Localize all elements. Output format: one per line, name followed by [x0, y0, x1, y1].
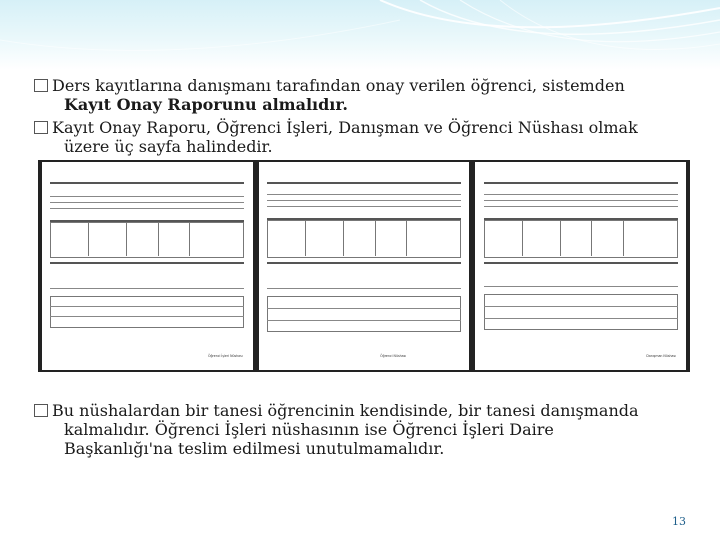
bullet-2-line-1: Kayıt Onay Raporu, Öğrenci İşleri, Danışman ve Öğrenci Nüshası olmak	[52, 118, 638, 137]
bullet-1-line-2: Kayıt Onay Raporunu almalıdır.	[64, 95, 348, 114]
bullet-3-line-2: kalmalıdır. Öğrenci İşleri nüshasının ise Öğrenci İşleri Daire	[64, 420, 554, 439]
signature-label: Öğrenci Nüshası	[380, 354, 407, 358]
page-number: 13	[672, 515, 686, 528]
bullet-1	[34, 76, 688, 114]
bullet-1-line-1: Ders kayıtlarına danışmanı tarafından onay verilen öğrenci, sistemden	[52, 76, 625, 95]
report-copy-student	[259, 162, 470, 370]
report-copies-image	[38, 160, 690, 372]
bullet-checkbox-icon	[34, 79, 48, 92]
bullet-2-line-2: üzere üç sayfa halindedir.	[64, 137, 273, 156]
report-copy-advisor	[475, 162, 686, 370]
report-copy-student-affairs	[42, 162, 253, 370]
bullet-3	[34, 401, 688, 458]
signature-label: Danışman Nüshası	[646, 354, 677, 358]
signature-label: Öğrenci İşleri Nüshası	[208, 354, 243, 358]
bullet-checkbox-icon	[34, 404, 48, 417]
bullet-checkbox-icon	[34, 121, 48, 134]
bullet-3-line-3: Başkanlığı'na teslim edilmesi unutulmamalıdır.	[64, 439, 445, 458]
bullet-3-line-1: Bu nüshalardan bir tanesi öğrencinin kendisinde, bir tanesi danışmanda	[52, 401, 639, 420]
bullet-2	[34, 118, 688, 156]
